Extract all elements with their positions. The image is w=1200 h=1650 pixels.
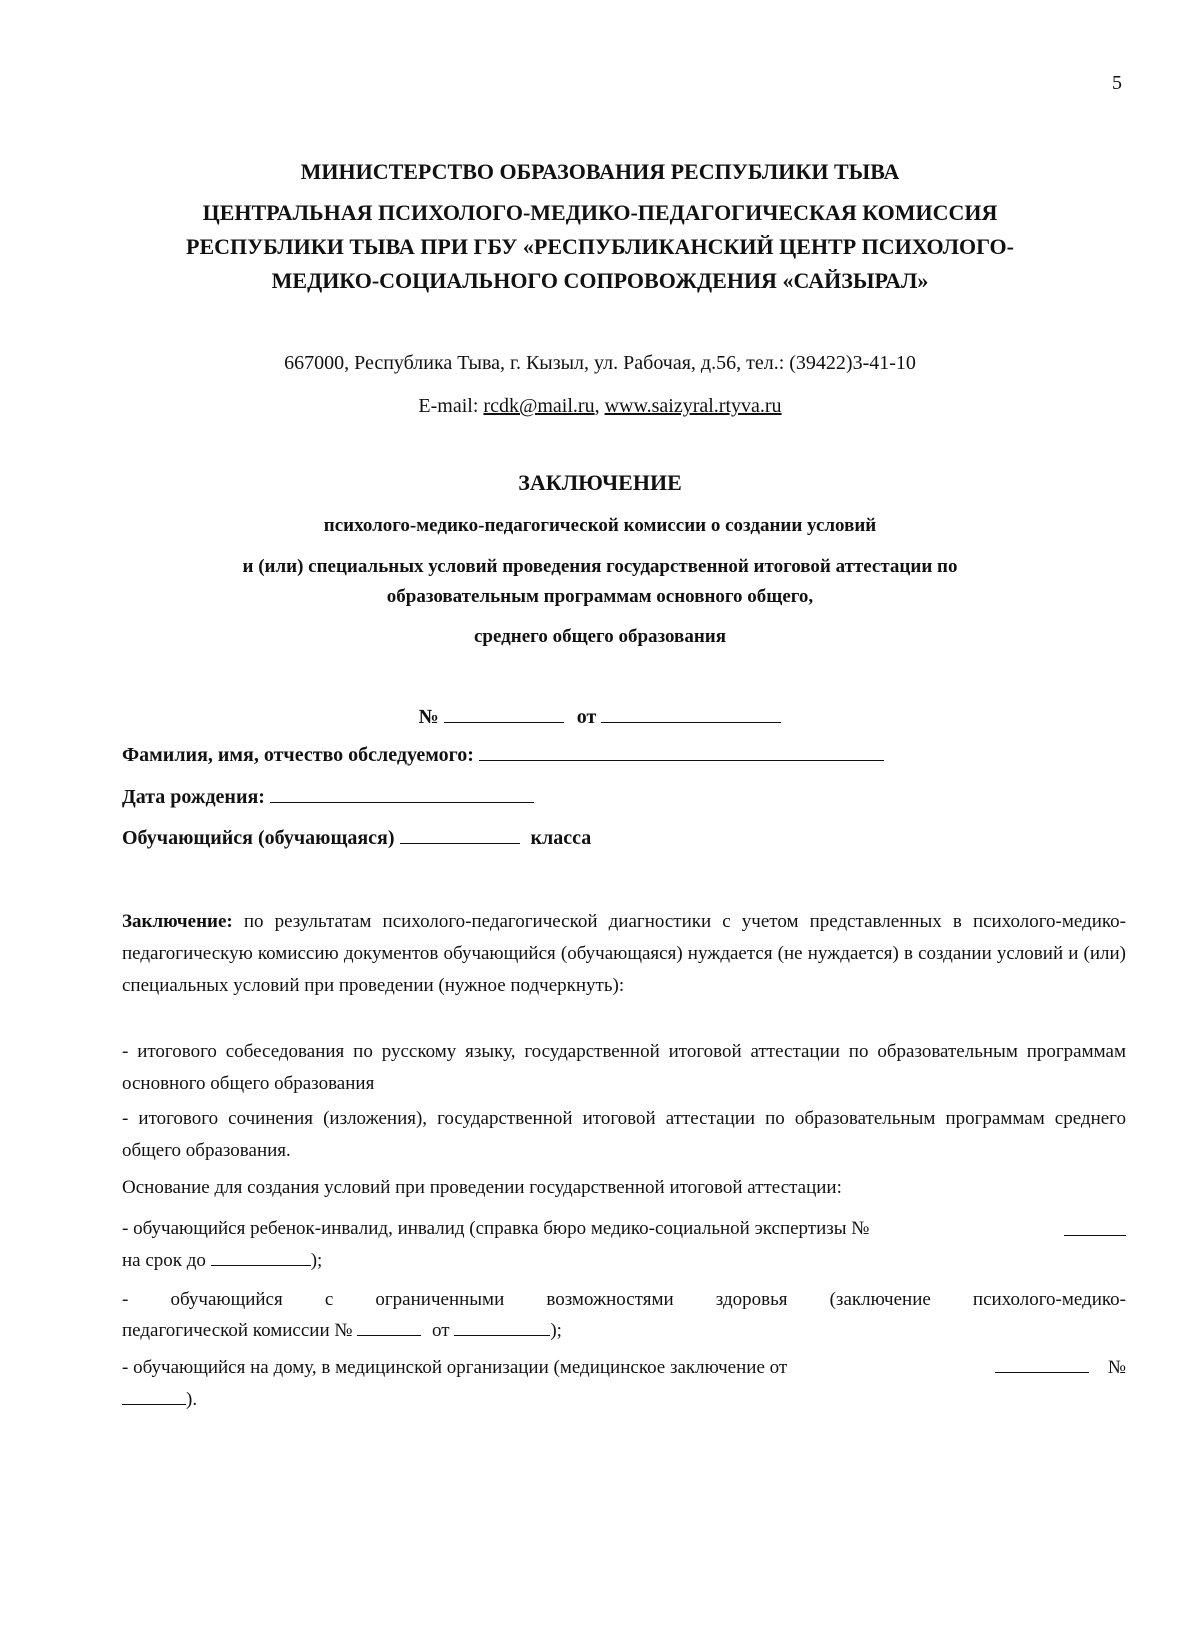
conclusion-text: по результатам психолого-педагогической диагностики с учетом представленных в психолого-медико-педагогическую комиссию документов обучающийся (обучающаяся) нуждается (не нуждается) в создании условий и (или) специальных условий при проведении (нужное подчеркнуть): — [122, 911, 1126, 996]
document-subtitle-line-4: среднего общего образования — [473, 626, 726, 647]
conclusion-item-1: - итогового собеседования по русскому языку, государственной итоговой аттестации по образовательным программам основного общего образования — [122, 1041, 1126, 1094]
fio-label: Фамилия, имя, отчество обследуемого: — [122, 744, 474, 766]
from-label: от — [576, 706, 597, 728]
ovz-number-blank — [357, 1335, 421, 1336]
fio-row — [122, 744, 884, 767]
commission-name-line-3: МЕДИКО-СОЦИАЛЬНОГО СОПРОВОЖДЕНИЯ «САЙЗЫРАЛ» — [271, 268, 929, 293]
number-date-row — [0, 706, 1200, 729]
disabled-term-label: на срок до — [122, 1250, 206, 1271]
document-subtitle-line-3: образовательным программам основного общего, — [386, 586, 814, 607]
home-number-blank — [122, 1404, 186, 1405]
birth-blank — [270, 802, 534, 803]
disabled-text: - обучающийся ребенок-инвалид, инвалид (справка бюро медико-социальной экспертизы № — [122, 1218, 870, 1239]
basis-heading: Основание для создания условий при проведении государственной итоговой аттестации: — [122, 1177, 842, 1198]
document-subtitle-line-2: и (или) специальных условий проведения государственной итоговой аттестации по — [242, 556, 958, 577]
class-blank — [400, 843, 520, 844]
ministry-name: МИНИСТЕРСТВО ОБРАЗОВАНИЯ РЕСПУБЛИКИ ТЫВА — [300, 159, 900, 184]
home-text: - обучающийся на дому, в медицинской организации (медицинское заключение от — [122, 1357, 788, 1378]
mse-number-blank — [1064, 1235, 1126, 1236]
conclusion-label: Заключение: — [122, 911, 233, 932]
birth-label: Дата рождения: — [122, 786, 265, 808]
home-number-label: № — [1107, 1357, 1126, 1378]
home-close: ). — [186, 1389, 198, 1410]
contacts-line — [0, 395, 1200, 418]
ovz-date-blank — [454, 1335, 550, 1336]
contacts-separator: , — [594, 395, 600, 417]
class-label: класса — [530, 827, 592, 849]
document-subtitle-line-1: психолого-медико-педагогической комиссии о создании условий — [323, 515, 877, 536]
address-line: 667000, Республика Тыва, г. Кызыл, ул. Рабочая, д.56, тел.: (39422)3-41-10 — [284, 352, 916, 374]
basis-disabled-line-2 — [122, 1250, 1126, 1272]
commission-name-line-1: ЦЕНТРАЛЬНАЯ ПСИХОЛОГО-МЕДИКО-ПЕДАГОГИЧЕСКАЯ КОМИССИЯ — [202, 200, 998, 225]
website-link[interactable]: www.saizyral.rtyva.ru — [604, 395, 782, 417]
number-blank — [444, 722, 564, 723]
basis-ovz-line-2 — [122, 1320, 1126, 1342]
student-row — [122, 827, 591, 850]
disabled-close: ); — [310, 1250, 323, 1271]
email-link[interactable]: rcdk@mail.ru — [483, 395, 595, 417]
home-date-blank — [995, 1372, 1089, 1373]
commission-name-line-2: РЕСПУБЛИКИ ТЫВА ПРИ ГБУ «РЕСПУБЛИКАНСКИЙ ЦЕНТР ПСИХОЛОГО- — [186, 234, 1014, 259]
disabled-term-blank — [211, 1265, 311, 1266]
ovz-close: ); — [550, 1320, 562, 1341]
document-title: ЗАКЛЮЧЕНИЕ — [518, 470, 682, 495]
page-number: 5 — [1112, 72, 1122, 94]
date-blank — [601, 722, 781, 723]
conclusion-item-2: - итогового сочинения (изложения), государственной итоговой аттестации по образовательным программам среднего общего образования. — [122, 1108, 1126, 1161]
basis-home-line-2 — [122, 1389, 1126, 1411]
conclusion-paragraph — [122, 906, 1126, 1002]
home-date-number — [995, 1357, 1126, 1379]
ovz-from-label: от — [432, 1320, 450, 1341]
birth-row — [122, 786, 534, 809]
number-label: № — [418, 706, 439, 728]
email-label: E-mail: — [418, 395, 479, 417]
student-label: Обучающийся (обучающаяся) — [122, 827, 395, 849]
fio-blank — [479, 760, 884, 761]
ovz-commission-label: педагогической комиссии № — [122, 1320, 353, 1341]
basis-home-line-1 — [122, 1357, 1126, 1379]
basis-disabled-line-1 — [122, 1218, 1126, 1240]
basis-ovz-line-1: - обучающийся с ограниченными возможностями здоровья (заключение психолого-медико- — [122, 1289, 1126, 1310]
